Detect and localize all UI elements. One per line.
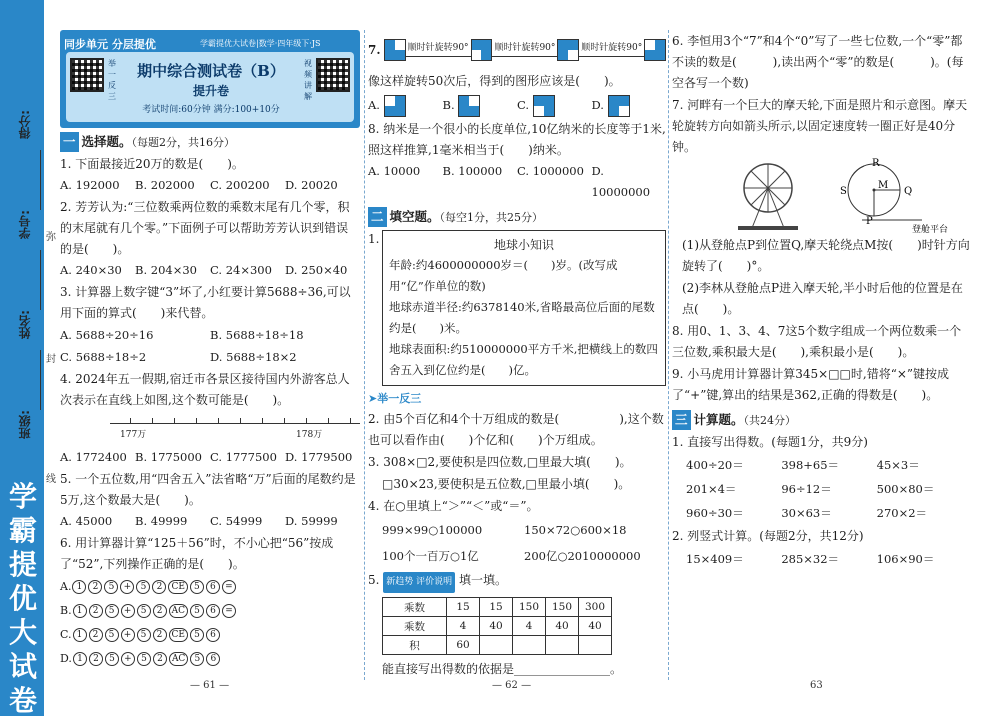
tick: [262, 418, 263, 424]
calculator-key: +: [120, 580, 134, 594]
question-text: 2. 芳芳认为:“三位数乘两位数的乘数末尾有几个零，积的末尾就有几个零。”下面例子可以帮助芳芳认识到错误的是( )。: [60, 200, 350, 256]
option-row: [60, 599, 360, 623]
question-text: □30×23,要使积是五位数,□里最小填( )。: [382, 477, 631, 491]
binding-mark: 弥: [46, 232, 56, 243]
exam-header: [60, 30, 360, 128]
question-number: 7.: [368, 43, 381, 57]
class-label: 班级:: [18, 410, 32, 439]
calculator-key: CE: [169, 628, 188, 642]
calculator-key: +: [121, 652, 135, 666]
option-row: [60, 647, 360, 671]
column-divider: [364, 30, 365, 680]
question-text: 5. 一个五位数,用“四舍五入”法省略“万”后面的尾数约是5万,这个数最大是( )。: [60, 472, 356, 507]
calculator-key: =: [222, 604, 236, 618]
exam-level: 提升卷: [192, 84, 229, 98]
page-62: [368, 30, 666, 680]
table-row: 乘数 15 15 150 150 300: [383, 598, 612, 617]
calculator-key: 1: [73, 652, 87, 666]
section-header: 一 选择题。（每题2分，共16分）: [60, 132, 360, 153]
question-text: (2)李林从登舱点P进入摩天轮,半小时后他的位置是在点( )。: [682, 281, 963, 316]
question-text: 8. 用0、1、3、4、7这5个数字组成一个两位数乘一个三位数,乘积最大是( ),乘积最小是( )。: [672, 324, 962, 359]
calculator-key: 2: [88, 580, 102, 594]
ferris-wheel-diagram: [672, 158, 972, 234]
exam-info: 考试时间:60分钟 满分:100+10分: [142, 105, 280, 115]
option-row: [60, 623, 360, 647]
platform-label: 登舱平台: [912, 225, 949, 234]
shape: [557, 39, 579, 61]
column-divider: [668, 30, 669, 680]
calculator-key: 5: [137, 628, 151, 642]
point-label: Q: [904, 186, 913, 197]
name-line[interactable]: [40, 350, 41, 410]
option-label: A.: [60, 580, 72, 593]
calculator-key: 5: [190, 652, 204, 666]
multiplication-table: [382, 597, 612, 655]
calculator-key: 6: [206, 652, 220, 666]
question-text: 3. 计算器上数字键“3”坏了,小红要计算5688÷36,可以用下面的算式( )来代替。: [60, 285, 351, 320]
shape: [644, 39, 666, 61]
section-header: 三 计算题。（共24分）: [672, 410, 972, 431]
page-61: [60, 30, 360, 680]
point-label: M: [878, 180, 889, 191]
mental-calc-grid: 400÷20＝ 398+65＝ 45×3＝ 201×4＝ 96÷12＝ 500×80＝ 960÷30＝ 30×63＝ 270×2＝: [686, 458, 935, 520]
calculator-key: 5: [190, 580, 204, 594]
fact-line: 地球赤道半径:约6378140米,省略最高位后面的尾数约是( )米。: [389, 300, 655, 335]
options: A. 5688÷20÷16 B. 5688÷18÷18 C. 5688÷18÷2 D. 5688÷18×2: [60, 328, 304, 364]
tick: [130, 418, 131, 424]
number-line-axis: [110, 423, 360, 424]
calculator-key: 2: [152, 580, 166, 594]
calculator-key: +: [121, 604, 135, 618]
student-info: [16, 110, 56, 470]
calculator-key: 5: [105, 604, 119, 618]
name-label: 姓名:: [18, 310, 32, 339]
binding-mark: 封: [46, 354, 56, 365]
tick-label: 177万: [120, 430, 147, 440]
question-text: 4. 在○里填上“＞”“＜”或“＝”。: [368, 499, 539, 513]
ferris-wheel-figure: [672, 158, 972, 234]
tick: [240, 418, 241, 424]
calculator-key: 5: [105, 628, 119, 642]
score-line[interactable]: [40, 150, 41, 210]
options: A. 240×30 B. 204×30 C. 24×300 D. 250×40: [60, 263, 348, 277]
calculator-key: 6: [206, 628, 220, 642]
tick: [174, 418, 175, 424]
tick: [350, 418, 351, 424]
fact-line: 地球表面积:约510000000平方千米,把横线上的数四舍五入到亿位约是( )亿。: [389, 342, 658, 377]
question-text: 像这样旋转50次后，得到的图形应该是( )。: [368, 74, 621, 88]
calculator-key: 2: [153, 604, 167, 618]
calculator-key: 6: [206, 580, 220, 594]
calculator-key: AC: [169, 604, 188, 618]
question-text: 2. 由5个百亿和4个十万组成的数是( ),这个数也可以看作由( )个亿和( )个万组成。: [368, 412, 664, 447]
qr-code-left[interactable]: [70, 58, 104, 92]
question-text: 9. 小马虎用计算器计算345×□□时,错将“×”键按成了“+”键,算出的结果是362,正确的得数是( )。: [672, 367, 950, 402]
rotate-arrow: 顺时针旋转90°: [492, 43, 557, 57]
calculator-key: 2: [153, 628, 167, 642]
rotate-arrow: 顺时针旋转90°: [579, 43, 644, 57]
page-number: — 62 —: [492, 680, 532, 691]
tick: [152, 418, 153, 424]
options: A. 10000 B. 100000 C. 1000000 D. 10000000: [368, 164, 651, 199]
vertical-calc-grid: 15×409＝ 285×32＝ 106×90＝: [686, 552, 935, 566]
calculator-key: 6: [206, 604, 220, 618]
qr-left-label: 举一反三: [108, 59, 116, 101]
compare-items: 999×99○100000 150×72○600×18 100个一百万○1亿 200亿○2010000000: [382, 523, 641, 563]
question-text: 2. 列竖式计算。(每题2分，共12分): [672, 529, 864, 543]
tick: [196, 418, 197, 424]
options: A. 1772400 B. 1775000 C. 1777500 D. 1779500: [60, 450, 353, 464]
tick: [218, 418, 219, 424]
calculator-key: 2: [89, 604, 103, 618]
question-text: 6. 李恒用3个“7”和4个“0”写了一些七位数,一个“零”都不读的数是( ),读出两个“零”的数是( )。(每空各写一个数): [672, 34, 964, 90]
fact-line: 年龄:约4600000000岁＝( )岁。(改写成用“亿”作单位的数): [389, 258, 618, 293]
option-row: [60, 575, 360, 599]
exam-title: 期中综合测试卷（B）: [137, 62, 285, 80]
qr-code-right[interactable]: [316, 58, 350, 92]
question-text: 3. 308×□2,要使积是四位数,□里最大填( )。: [368, 455, 632, 469]
shape: [471, 39, 493, 61]
calculator-key: 5: [137, 652, 151, 666]
calculator-key: 1: [73, 628, 87, 642]
binding-mark: 线: [46, 474, 56, 485]
tick: [284, 418, 285, 424]
question-number: 1.: [368, 232, 380, 246]
point-label: P: [866, 216, 873, 227]
series-label: 学霸提优大试卷|数学·四年级下·JS: [200, 39, 321, 48]
rotate-arrow: 顺时针旋转90°: [406, 43, 471, 57]
calculator-key: 1: [73, 604, 87, 618]
tick: [306, 418, 307, 424]
calculator-key: 1: [72, 580, 86, 594]
point-label: S: [840, 186, 847, 197]
calculator-key: 2: [89, 652, 103, 666]
number-line: [60, 415, 360, 443]
page-number: 63: [810, 680, 823, 691]
box-title: 地球小知识: [493, 238, 554, 252]
earth-facts-box: [382, 230, 666, 386]
ferris-wheel-photo: [738, 164, 798, 230]
option-label: C.: [60, 628, 72, 641]
answer-line: 能直接写出得数的依据是________________。: [382, 662, 623, 676]
page-number: — 61 —: [190, 680, 230, 691]
option-label: D.: [60, 652, 72, 665]
calculator-key: 2: [89, 628, 103, 642]
option-label: B.: [60, 604, 72, 617]
calculator-key: 5: [137, 604, 151, 618]
question-text: 4. 2024年五一假期,宿迁市各景区接待国内外游客总人次表示在直线上如图,这个数可能是( )。: [60, 372, 350, 407]
options: A. 45000 B. 49999 C. 54999 D. 59999: [60, 514, 338, 528]
options: A. 192000 B. 202000 C. 200200 D. 20020: [60, 178, 338, 192]
calculator-key: AC: [169, 652, 188, 666]
calculator-key: CE: [168, 580, 187, 594]
calculator-key: 2: [153, 652, 167, 666]
score-label: 得分:: [18, 110, 32, 139]
qr-right-label: 视频讲解: [304, 59, 312, 101]
options: A. B. C. D.: [368, 92, 666, 118]
question-text: 7. 河畔有一个巨大的摩天轮,下面是照片和示意图。摩天轮旋转方向如箭头所示,以固定速度转一圈正好是40分钟。: [672, 98, 968, 154]
question-text: 6. 用计算器计算“125＋56”时，不小心把“56”按成了“52”,下列操作正确的是( )。: [60, 536, 334, 571]
table-row: 积 60: [383, 636, 612, 655]
question-text: 1. 直接写出得数。(每题1分，共9分): [672, 435, 868, 449]
tick-label: 178万: [296, 430, 323, 440]
student-no-label: 学号:: [18, 210, 32, 239]
calculator-key-options: [60, 575, 360, 671]
calculator-key: +: [121, 628, 135, 642]
table-row: 乘数 4 40 4 40 40: [383, 617, 612, 636]
question-1-block: [368, 230, 666, 386]
question-text: (1)从登舱点P到位置Q,摩天轮绕点M按( )时针方向旋转了( )°。: [682, 238, 970, 273]
question-text: 1. 下面最接近20万的数是( )。: [60, 157, 244, 171]
tick: [328, 418, 329, 424]
shape: [384, 39, 406, 61]
spine-title: 学霸提优大试卷: [8, 480, 37, 717]
calculator-key: 5: [104, 580, 118, 594]
unit-tag: 同步单元 分层提优: [64, 38, 156, 51]
calculator-key: 5: [190, 628, 204, 642]
question-5-heading: 5. 新趋势 评价说明 填一填。: [368, 570, 666, 593]
page-63: [672, 30, 972, 680]
trend-tag: 新趋势 评价说明: [383, 572, 455, 593]
jyfs-label: ➤举一反三: [368, 392, 422, 405]
student-no-line[interactable]: [40, 250, 41, 310]
section-header: 二 填空题。（每空1分，共25分）: [368, 207, 666, 228]
rotation-sequence: [368, 30, 666, 70]
calculator-key: =: [222, 580, 236, 594]
question-text: 8. 纳米是一个很小的长度单位,10亿纳米的长度等于1米,照这样推算,1毫米相当于( )纳米。: [368, 122, 666, 157]
point-label: R: [872, 158, 880, 169]
title-panel: [66, 52, 354, 122]
calculator-key: 5: [105, 652, 119, 666]
calculator-key: 5: [190, 604, 204, 618]
calculator-key: 5: [136, 580, 150, 594]
